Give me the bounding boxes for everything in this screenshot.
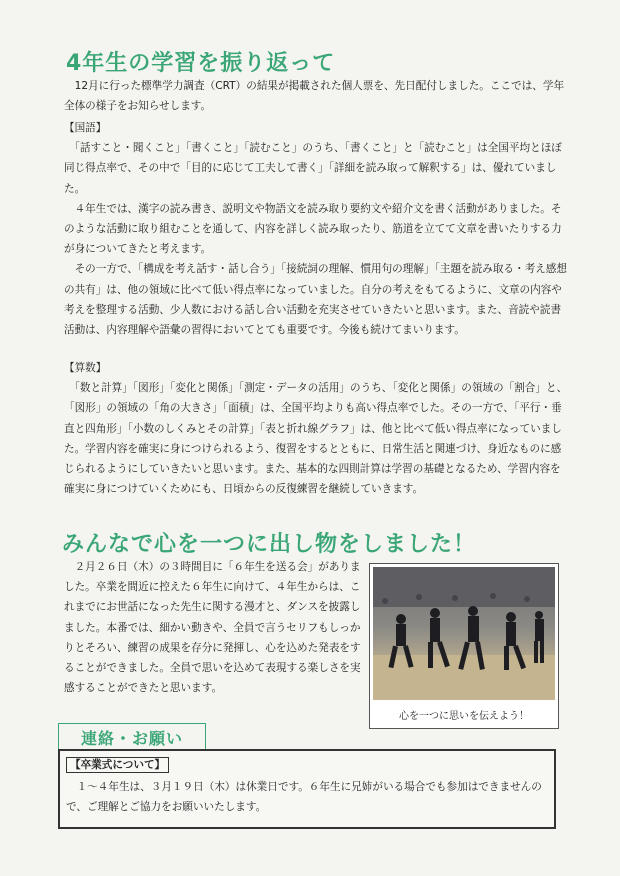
notice-box	[58, 749, 556, 829]
section-heading-study-review: 4年生の学習を振り返って	[66, 51, 336, 76]
japanese-section: 【国語】 「話すこと・聞くこと」「書くこと」「読むこと」のうち、「書くこと」と「読むこと」は全国平均とほぼ同じ得点率で、その中で「目的に応じて工夫して書く」「詳細を読み取って解釈する」は、優れていました。 ４年生では、漢字の読み書き、説明文や物語文を読み取り要約文や紹介文を書く活動がありました。そのような活動に取り組むことを通して、内容を詳しく読み取ったり、筋道を立てて文章を書いたりする力が身についてきたと考えます。 その一方で、「構成を考え話す・話し合う」「接続詞の理解、慣用句の理解」「主題を読み取る・考え感想の共有」は、他の領域に比べて低い得点率になっていました。自分の考えをもてるように、文章の内容や考えを整理する活動、少人数における話し合い活動を充実させていきたいと思います。また、音読や読書活動は、内容理解や語彙の習得においてとても重要です。今後も続けてまいります。	[64, 122, 567, 337]
event-paragraph: ２月２６日（木）の３時間目に「６年生を送る会」がありました。卒業を間近に控えた６年生に向けて、４年生からは、これまでにお世話になった先生に関する漫才と、ダンスを披露しました。本番では、細かい動きや、全員で言うセリフもしっかりとそろい、練習の成果を存分に発揮し、心を込めた発表をすることができました。全員で思いを込めて表現する楽しさを実感することができたと思います。	[64, 561, 361, 695]
dance-photo	[373, 567, 555, 700]
section-heading-performance: みんなで心を一つに出し物をしました！	[62, 532, 477, 557]
math-section: 【算数】 「数と計算」「図形」「変化と関係」「測定・データの活用」のうち、「変化と関係」の領域の「割合」と、「図形」の領域の「角の大きさ」「面積」は、全国平均よりも高い得点率でした。その一方で、「平行・垂直と四角形」「小数のしくみとその計算」「表と折れ線グラフ」は、他と比べて低い得点率になっていました。学習内容を確実に身につけられるよう、復習をするとともに、日常生活と関連づけ、身近なものに感じられるようにしていきたいと思います。また、基本的な四則計算は学習の基礎となるため、学習内容を確実に身につけていくためにも、日頃からの反復練習を継続していきます。	[64, 362, 568, 496]
notice-tab: 連絡・お願い	[58, 723, 206, 750]
photo-frame	[369, 563, 559, 729]
photo-caption: 心を一つに思いを伝えよう！	[399, 711, 529, 722]
intro-paragraph: 12月に行った標準学力調査（CRT）の結果が掲載された個人票を、先日配付しました。ここでは、学年全体の様子をお知らせします。	[64, 80, 565, 113]
notice-title: 【卒業式について】	[66, 757, 169, 773]
dancers-illustration	[373, 567, 555, 700]
notice-body: １～４年生は、３月１９日（木）は休業日です。６年生に兄姉がいる場合でも参加はできませんので、ご理解とご協力をお願いいたします。	[66, 781, 542, 813]
